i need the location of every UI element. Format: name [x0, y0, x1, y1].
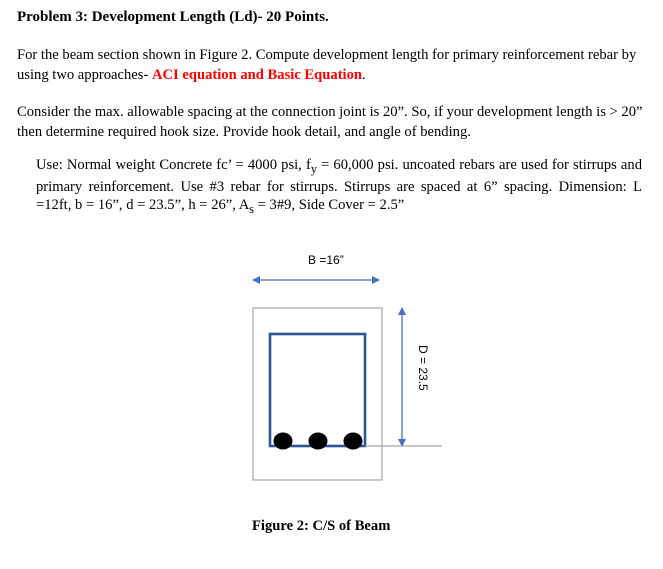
problem-title: Problem 3: Development Length (Ld)- 20 Points.: [17, 9, 329, 25]
stirrup: [270, 334, 365, 446]
rebar-3: [344, 433, 363, 450]
paragraph-1-end: .: [362, 67, 366, 83]
problem-paragraph-2: Consider the max. allowable spacing at the connection joint is 20”. So, if your development length is > 20” then determine required hook size. Provide hook detail, and angle of bending.: [17, 104, 643, 140]
fy-subscript: y: [310, 161, 317, 176]
primary-rebars: [274, 433, 363, 450]
width-dimension-label: B =16”: [308, 253, 344, 267]
given-data-text-2: = 60,000 psi. uncoated rebars are used for stirrups and primary reinforcement. Use #3 rebar for stirrups. Stirrups are spaced at 6” spacing. Dimension: L =12ft, b = 16”, d = 23.5”, h = 26”, A: [36, 157, 642, 213]
as-subscript: s: [249, 201, 255, 216]
paragraph-1-text: For the beam section shown in Figure 2. Compute development length for primary reinforcement rebar by using two approaches-: [17, 47, 637, 83]
problem-paragraph-1: [17, 45, 647, 85]
figure-caption: Figure 2: C/S of Beam: [252, 518, 391, 534]
paragraph-1-emphasis: ACI equation and Basic Equation: [151, 67, 363, 83]
given-data-text-1: Use: Normal weight Concrete fc’ = 4000 psi, f: [36, 157, 311, 173]
given-data-text-3: = 3#9, Side Cover = 2.5”: [254, 196, 405, 213]
rebar-2: [309, 433, 328, 450]
depth-dimension-label: D = 23.5: [416, 345, 430, 391]
beam-cross-section-figure: [240, 240, 460, 500]
rebar-1: [274, 433, 293, 450]
given-data-paragraph: [36, 156, 642, 218]
